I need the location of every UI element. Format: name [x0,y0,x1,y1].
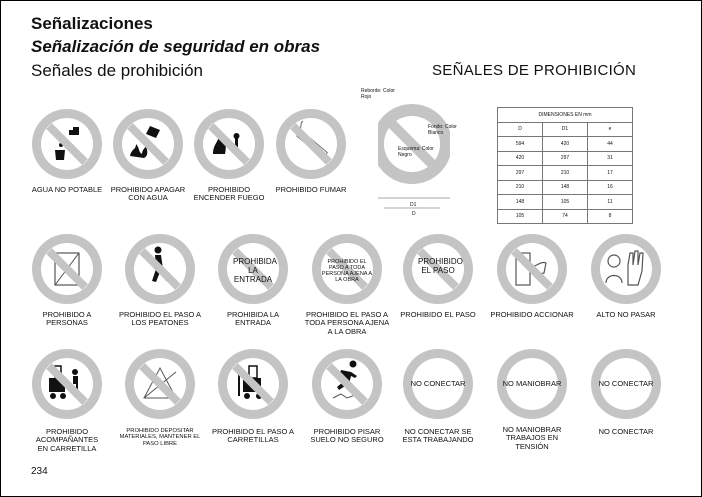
dimension-d-label: D [412,211,416,217]
sign-label: NO CONECTAR SE ESTA TRABAJANDO [402,427,474,445]
sign-label: PROHIBIDO PISAR SUELO NO SEGURO [310,427,384,445]
sign-label: PROHIBIDO EL PASO A LOS PEATONES [118,310,202,328]
table-row [498,166,633,181]
table-cell: 16 [588,180,633,195]
table-row [498,151,633,166]
table-cell: 105 [543,195,588,210]
sign-label: PROHIBIDO ACOMPAÑANTES EN CARRETILLA [35,427,99,453]
dimensions-title: DIMENSIONES EN mm [498,108,633,123]
sign-prohibido-a-personas [31,233,103,305]
sign-inner-text: NO CONECTAR [410,379,466,388]
sign-inner-text: PROHIBIDO EL PASO [418,257,463,275]
sign-label: PROHIBIDO ACCIONAR [490,310,574,319]
sign-label: NO CONECTAR [598,427,654,436]
diagram-title: SEÑALES DE PROHIBICIÓN [432,62,637,79]
table-cell: 297 [498,166,543,181]
sign-label: PROHIBIDO DEPOSITAR MATERIALES, MANTENER EL PASO LIBRE [119,428,201,447]
table-cell: 105 [498,209,543,224]
sign-alto-no-pasar [590,233,662,305]
sign-agua-no-potable [31,108,103,180]
table-cell: 148 [543,180,588,195]
sign-prohibido-pisar-suelo [311,348,383,420]
table-cell: 74 [543,209,588,224]
table-cell: 210 [543,166,588,181]
section-title: Señales de prohibición [31,61,204,80]
sign-label: PROHIBIDO EL PASO A CARRETILLAS [211,427,295,445]
sign-label: PROHIBIDO A PERSONAS [42,310,92,328]
sign-label: PROHIBIDO APAGAR CON AGUA [110,185,186,203]
table-header: D1 [543,122,588,137]
sign-prohibido-acompanantes-carretilla [31,348,103,420]
page-title: Señalizaciones [31,14,153,33]
sign-inner-text: PROHIBIDA LA ENTRADA [233,257,278,284]
sign-label: PROHIBIDO ENCENDER FUEGO [193,185,265,203]
page-number: 234 [31,466,48,477]
table-row [498,209,633,224]
table-cell: 420 [543,137,588,152]
sign-prohibido-apagar-con-agua [112,108,184,180]
table-cell: 420 [498,151,543,166]
sign-prohibido-depositar-materiales [124,348,196,420]
table-cell: 8 [588,209,633,224]
sign-label: PROHIBIDO FUMAR [275,185,347,194]
sign-prohibido-fumar [275,108,347,180]
page-subtitle: Señalización de seguridad en obras [31,37,321,56]
sign-prohibido-encender-fuego [193,108,265,180]
table-cell: 210 [498,180,543,195]
table-header: D [498,122,543,137]
table-cell: 17 [588,166,633,181]
sign-inner-text: NO CONECTAR [598,379,654,388]
sign-label: ALTO NO PASAR [596,310,656,319]
table-cell: 44 [588,137,633,152]
rim-label: Reborde: Color Rojo [361,88,395,100]
sign-label: PROHIBIDO EL PASO [400,310,476,319]
table-cell: 148 [498,195,543,210]
sketch-label: Esquema: Color Negro [398,146,434,158]
table-header: e [588,122,633,137]
table-cell: 297 [543,151,588,166]
table-cell: 31 [588,151,633,166]
sign-prohibido-paso-carretillas [217,348,289,420]
sign-prohibido-accionar [496,233,568,305]
table-row [498,137,633,152]
sign-label: PROHIBIDO EL PASO A TODA PERSONA AJENA A LA OBRA [304,310,390,336]
sign-prohibido-el-paso-peatones [124,233,196,305]
sign-label: NO MANIOBRAR TRABAJOS EN TENSIÓN [502,425,562,451]
dimensions-table [497,107,633,224]
table-row [498,180,633,195]
background-label: Fondo: Color Blanco [428,124,457,136]
table-cell: 11 [588,195,633,210]
table-row [498,195,633,210]
sign-label: AGUA NO POTABLE [31,185,103,194]
dimension-d1-label: D1 [410,202,417,208]
sign-inner-text: PROHIBIDO EL PASO A TODA PERSONA AJENA A LA OBRA [321,259,373,284]
sign-inner-text: NO MANIOBRAR [502,379,562,388]
table-cell: 594 [498,137,543,152]
sign-label: PROHIBIDA LA ENTRADA [226,310,280,328]
